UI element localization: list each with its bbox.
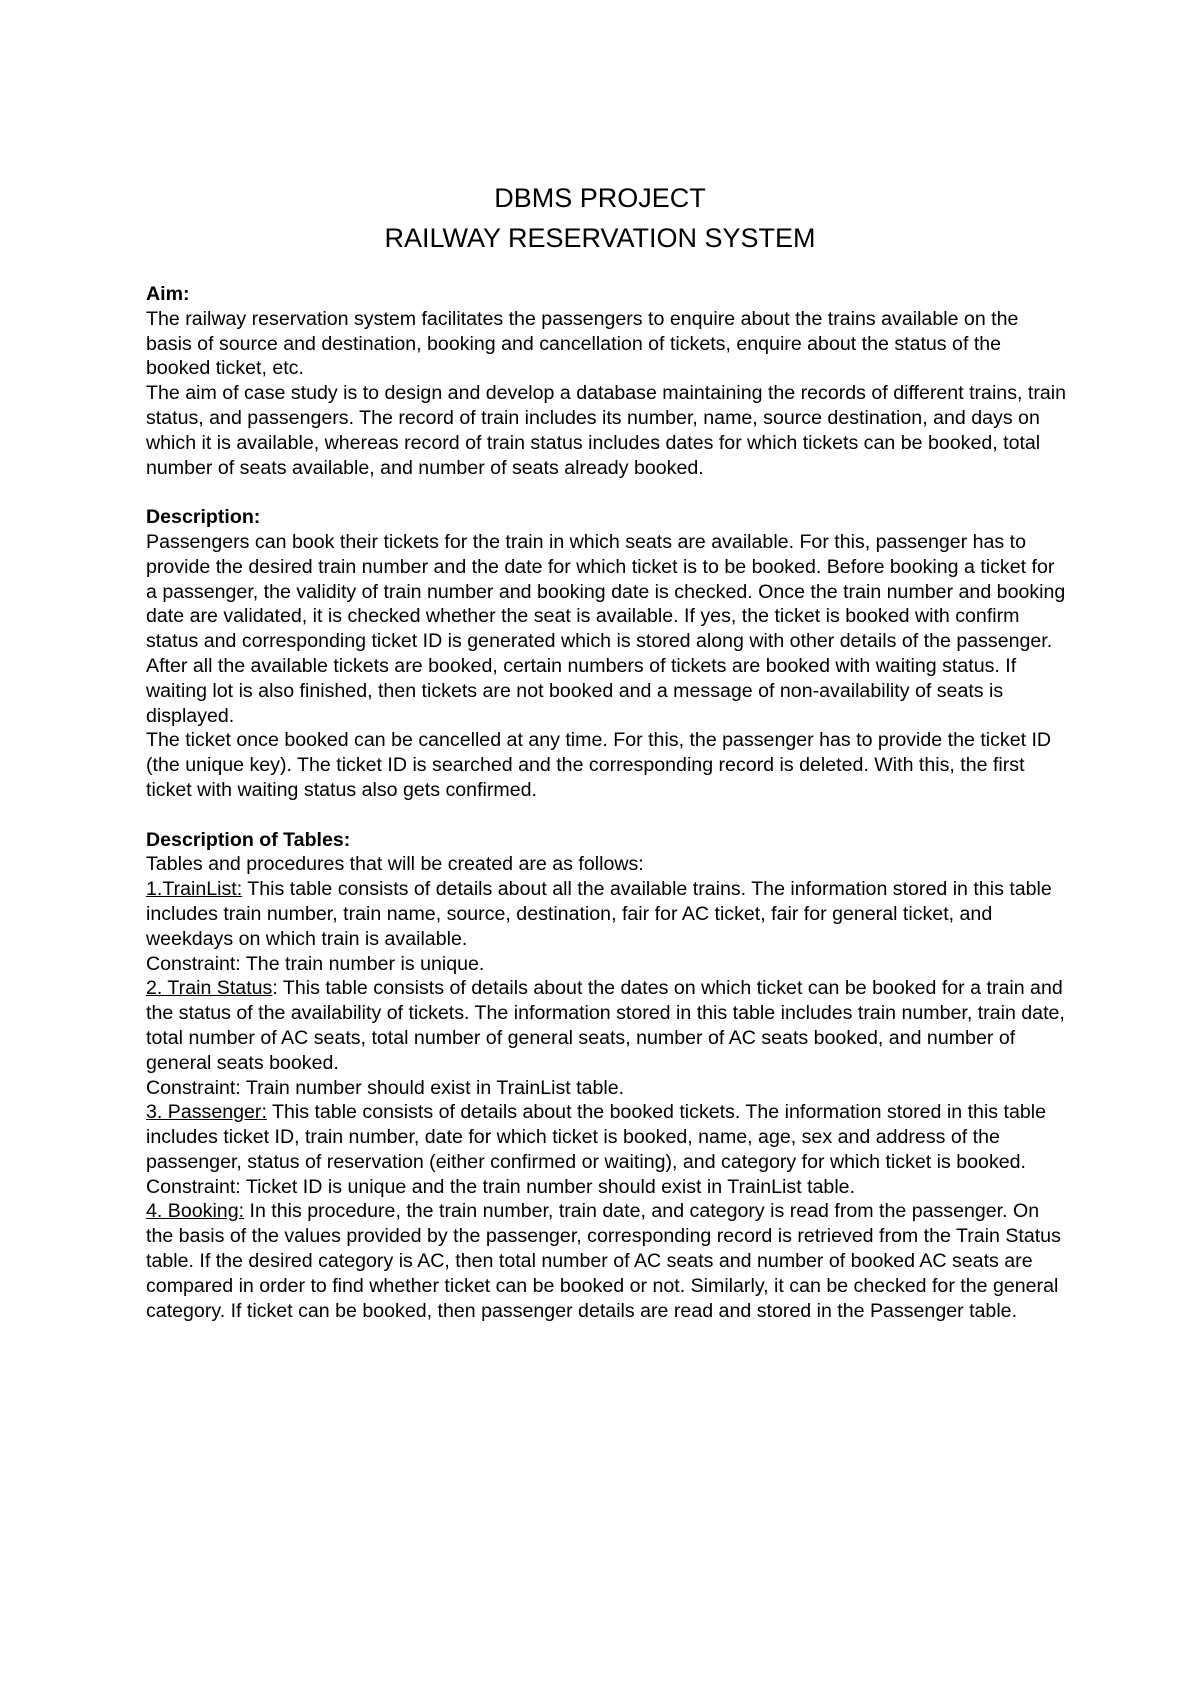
table-item-text: In this procedure, the train number, train date, and category is read from the passenger. On the basis of the values provided by the passenger, corresponding record is retrieved from the Train Status table. If the desired category is AC, then total number of AC seats and number of booked AC seats are compared in order to find whether ticket can be booked or not. Similarly, it can be checked for the general category. If ticket can be booked, then passenger details are read and stored in the Passenger table. bbox=[146, 1200, 1061, 1322]
table-item-label: 1.TrainList: bbox=[146, 878, 243, 901]
table-item-train-status bbox=[146, 976, 1066, 1075]
table-item-constraint: Constraint: The train number is unique. bbox=[146, 952, 485, 975]
aim-paragraph-1: The railway reservation system facilitates the passengers to enquire about the trains available on the basis of source and destination, booking and cancellation of tickets, enquire about the status of the booked ticket, etc. bbox=[146, 307, 1019, 380]
table-item-label: 4. Booking: bbox=[146, 1200, 245, 1223]
tables-heading: Description of Tables: bbox=[146, 828, 351, 851]
tables-section bbox=[146, 828, 1066, 1324]
table-item-text: This table consists of details about the booked tickets. The information stored in this table includes ticket ID, train number, date for which ticket is booked, name, age, sex and address of the passenger, status of reservation (either confirmed or waiting), and category for which ticket is booked. bbox=[146, 1101, 1047, 1173]
doc-title-line2: RAILWAY RESERVATION SYSTEM bbox=[384, 223, 816, 253]
description-heading: Description: bbox=[146, 506, 261, 529]
tables-intro: Tables and procedures that will be created are as follows: bbox=[146, 853, 644, 876]
table-item-booking bbox=[146, 1199, 1066, 1323]
title-block bbox=[0, 178, 1200, 258]
description-section bbox=[146, 505, 1066, 803]
section-spacer bbox=[146, 480, 1066, 505]
aim-section bbox=[146, 282, 1066, 480]
table-item-text: : This table consists of details about the dates on which ticket can be booked for a train and the status of the availability of tickets. The information stored in this table includes train number, train date, total number of AC seats, total number of general seats, number of AC seats booked, and number of general seats booked. bbox=[146, 977, 1065, 1074]
aim-paragraph-2: The aim of case study is to design and develop a database maintaining the records of different trains, train status, and passengers. The record of train includes its number, name, source destination, and days on which it is available, whereas record of train status includes dates for which tickets can be booked, total number of seats available, and number of seats already booked. bbox=[146, 382, 1066, 479]
table-item-label: 2. Train Status bbox=[146, 977, 273, 1000]
table-item-trainlist bbox=[146, 877, 1066, 951]
document-body bbox=[146, 282, 1066, 1323]
doc-title-line1: DBMS PROJECT bbox=[494, 183, 706, 213]
section-spacer bbox=[146, 803, 1066, 828]
description-paragraph-1: Passengers can book their tickets for the train in which seats are available. For this, passenger has to provide the desired train number and the date for which ticket is to be booked. Before booking a ticket for a passenger, the validity of train number and booking date is checked. Once the train number and booking date are validated, it is checked whether the seat is available. If yes, the ticket is booked with confirm status and corresponding ticket ID is generated which is stored along with other details of the passenger. After all the available tickets are booked, certain numbers of tickets are booked with waiting status. If waiting lot is also finished, then tickets are not booked and a message of non-availability of seats is displayed. bbox=[146, 530, 1066, 727]
description-paragraph-2: The ticket once booked can be cancelled at any time. For this, the passenger has to provide the ticket ID (the unique key). The ticket ID is searched and the corresponding record is deleted. With this, the first ticket with waiting status also gets confirmed. bbox=[146, 729, 1052, 801]
table-item-label: 3. Passenger: bbox=[146, 1101, 267, 1124]
table-item-constraint: Constraint: Ticket ID is unique and the train number should exist in TrainList table. bbox=[146, 1175, 856, 1198]
table-item-passenger bbox=[146, 1100, 1066, 1174]
table-item-text: This table consists of details about all the available trains. The information stored in this table includes train number, train name, source, destination, fair for AC ticket, fair for general ticket, and weekdays on which train is available. bbox=[146, 878, 1052, 950]
table-item-constraint: Constraint: Train number should exist in TrainList table. bbox=[146, 1076, 625, 1099]
aim-heading: Aim: bbox=[146, 283, 190, 305]
